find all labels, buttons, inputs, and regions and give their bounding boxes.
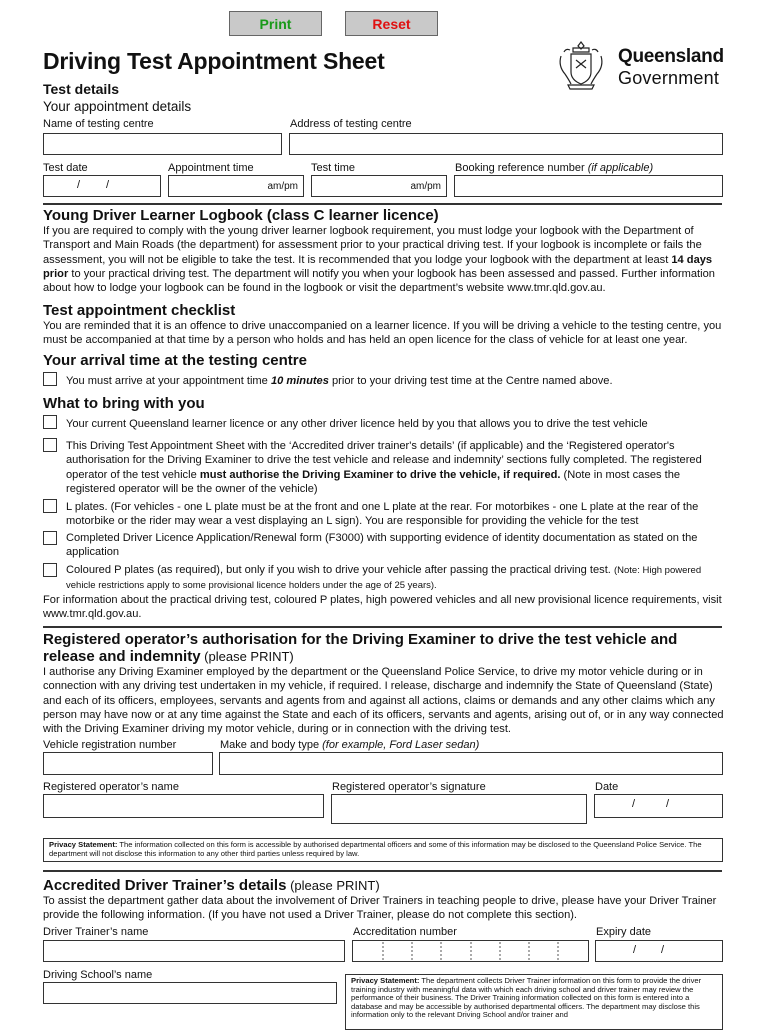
- trainer-privacy-statement: Privacy Statement: The department collects Driver Trainer information on this form to provide the driver training industry with meaningful data with which each driving school and driver trainer may review the performance of their business. The Driver Training information collected on this form is entered into a database and may be accessible by authorised departmental officers. The department may disclose this information only to the relevant Driving School and/or trainer and: [345, 974, 723, 1030]
- booking-reference-label: Booking reference number (if applicable): [455, 162, 654, 174]
- page-title: Driving Test Appointment Sheet: [43, 48, 385, 74]
- expiry-date-input[interactable]: / /: [595, 940, 723, 962]
- bring-item-sheet: This Driving Test Appointment Sheet with the ‘Accredited driver trainer's details’ (if applicable) and the ‘Registered operator's authorisation for the Driving Examiner to drive the test vehicle and release and indemnity’ sections fully completed. The registered operator of the test vehicle must authorise the Driving Examiner to drive the vehicle, if required. (Note in most cases the registered operator will be the owner of the vehicle): [66, 440, 702, 495]
- logo-line2: Government: [618, 68, 720, 88]
- test-date-input[interactable]: / /: [43, 175, 161, 197]
- bring-footer: For information about the practical driving test, coloured P plates, high powered vehicles and all new provisional licence requirements, visit www.tmr.qld.gov.au.: [43, 594, 722, 621]
- operator-name-label: Registered operator’s name: [43, 781, 179, 793]
- operator-text: I authorise any Driving Examiner employed by the department or the Queensland Police Service, to drive my motor vehicle during or in connection with any driving test undertaken in my vehicle, if required. I release, discharge and indemnify the State of Queensland (State) and each of its officers, employees, servants and agents from and against all actions, claims or demands and any other claims which any person may have now or at any time against the State and each of its officers, servants and agents, arising out of, or in any way connected with the Driving Examiner driving my motor vehicle, during or in connection with the driving test.: [43, 666, 724, 736]
- make-label: Make and body type (for example, Ford Laser sedan): [220, 739, 480, 751]
- test-time-input[interactable]: am/pm: [311, 175, 447, 197]
- operator-signature-input[interactable]: [331, 794, 587, 824]
- centre-address-label: Address of testing centre: [290, 118, 412, 130]
- bring-item-pplates: Coloured P plates (as required), but only if you wish to drive your vehicle after passing the practical driving test. (Note: High powered vehicle restrictions apply to some provisional licence holders under the age of 25 years).: [66, 564, 702, 592]
- bring-checkbox-licence[interactable]: [43, 415, 57, 429]
- arrival-item: You must arrive at your appointment time 10 minutes prior to your driving test time at the Centre named above.: [66, 375, 613, 387]
- school-name-input[interactable]: [43, 982, 337, 1004]
- centre-address-input[interactable]: [289, 133, 723, 155]
- reset-button[interactable]: [345, 11, 438, 36]
- checklist-text: You are reminded that it is an offence to drive unaccompanied on a learner licence. If you will be driving a vehicle to the testing centre, you must be accompanied at that time by a person who holds and has held an open licence for the class of vehicle for at least one year.: [43, 320, 722, 347]
- centre-name-input[interactable]: [43, 133, 282, 155]
- trainer-heading: Accredited Driver Trainer’s details (please PRINT): [43, 877, 380, 894]
- bring-checkbox-sheet[interactable]: [43, 438, 57, 452]
- test-details-subheading: Your appointment details: [43, 99, 192, 114]
- centre-name-label: Name of testing centre: [43, 118, 154, 130]
- bring-item-lplates: L plates. (For vehicles - one L plate must be at the front and one L plate at the rear. For motorbikes - one L plate at the rear of the motorbike or the rider may wear a vest displaying an L sign). You are responsible for providing the vehicle for the test: [66, 501, 699, 528]
- operator-heading: Registered operator’s authorisation for the Driving Examiner to drive the test vehicle and release and indemnity (please PRINT): [43, 631, 678, 665]
- section-divider: [43, 203, 722, 205]
- checklist-heading: Test appointment checklist: [43, 302, 236, 319]
- bring-heading: What to bring with you: [43, 395, 205, 412]
- logo-line1: Queensland: [618, 46, 724, 67]
- operator-name-input[interactable]: [43, 794, 324, 818]
- bring-checkbox-pplates[interactable]: [43, 563, 57, 577]
- trainer-name-input[interactable]: [43, 940, 345, 962]
- bring-item-application: Completed Driver Licence Application/Renewal form (F3000) with supporting evidence of identity documentation as stated on the application: [66, 532, 698, 559]
- operator-signature-label: Registered operator’s signature: [332, 781, 486, 793]
- accreditation-digit-dividers: [353, 941, 588, 961]
- bring-checkbox-lplates[interactable]: [43, 499, 57, 513]
- make-input[interactable]: [219, 752, 723, 775]
- trainer-name-label: Driver Trainer’s name: [43, 926, 149, 938]
- expiry-label: Expiry date: [596, 926, 652, 938]
- test-details-heading: Test details: [43, 81, 119, 97]
- bring-checkbox-application[interactable]: [43, 531, 57, 545]
- section-divider: [43, 626, 722, 628]
- accreditation-label: Accreditation number: [353, 926, 457, 938]
- rego-input[interactable]: [43, 752, 213, 775]
- arrival-heading: Your arrival time at the testing centre: [43, 352, 307, 369]
- operator-date-label: Date: [595, 781, 619, 793]
- accreditation-input[interactable]: [352, 940, 589, 962]
- appointment-time-label: Appointment time: [168, 162, 254, 174]
- booking-reference-input[interactable]: [454, 175, 723, 197]
- rego-label: Vehicle registration number: [43, 739, 177, 751]
- trainer-text: To assist the department gather data about the involvement of Driver Trainers in teaching people to drive, please have your Driver Trainer provide the following information. (If you have not used a Driver Trainer, please do not complete this section).: [43, 895, 717, 922]
- appointment-time-input[interactable]: am/pm: [168, 175, 304, 197]
- bring-item-licence: Your current Queensland learner licence or any other driver licence held by you that allows you to drive the test vehicle: [66, 418, 648, 430]
- school-name-label: Driving School’s name: [43, 969, 153, 981]
- reset-label: Reset: [372, 16, 411, 32]
- arrival-checkbox[interactable]: [43, 372, 57, 386]
- queensland-crest-icon: [556, 38, 606, 92]
- operator-privacy-statement: Privacy Statement: The information collected on this form is accessible by authorised departmental officers and some of this information may be disclosed to the Queensland Police Service. The department will not disclose this information to any other third parties unless required by law.: [43, 838, 723, 862]
- print-button[interactable]: [229, 11, 322, 36]
- section-divider: [43, 870, 722, 872]
- test-time-label: Test time: [311, 162, 356, 174]
- logbook-heading: Young Driver Learner Logbook (class C learner licence): [43, 207, 439, 224]
- logbook-text: If you are required to comply with the young driver learner logbook requirement, you must lodge your logbook with the Department of Transport and Main Roads (the department) for assessment prior to your practical driving test. If your logbook is incomplete or fails the assessment, you will not be eligible to take the test. It is recommended that you lodge your logbook with the department at least 14 days prior to your practical driving test. The department will notify you when your logbook has been assessed and passed. Further information about how to lodge your logbook can be found in the logbook or visit the department’s website www.tmr.qld.gov.au.: [43, 225, 715, 295]
- print-label: Print: [259, 16, 292, 32]
- test-date-label: Test date: [43, 162, 88, 174]
- operator-date-input[interactable]: / /: [594, 794, 723, 818]
